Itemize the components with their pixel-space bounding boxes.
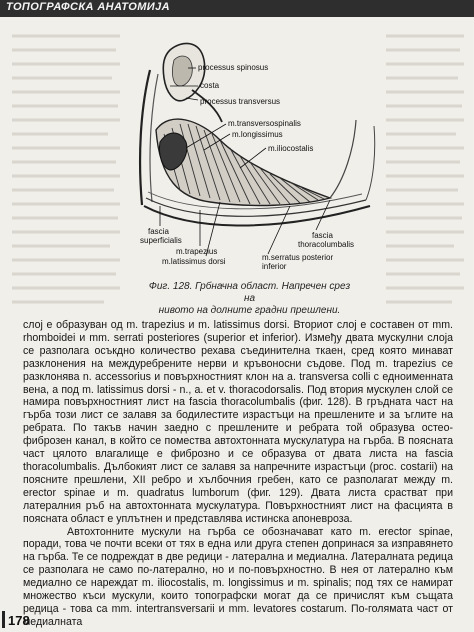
cross-section-illustration: [130, 30, 380, 275]
anatomy-figure: [130, 30, 380, 275]
figure-caption: [142, 281, 357, 317]
page-number: 178: [8, 613, 30, 628]
label-m-trapezius: m.trapezius: [176, 247, 218, 256]
label-costa: costa: [200, 81, 220, 90]
caption-line-1: Фиг. 128. Грбначна област. Напречен срез на: [148, 281, 351, 304]
label-m-serratus-2: inferior: [262, 262, 287, 271]
label-fascia-thoracolumbalis-1: fascia: [312, 231, 333, 240]
label-m-iliocostalis: m.iliocostalis: [268, 144, 314, 153]
rib-left: [140, 70, 150, 205]
lateral-wall-outer: [366, 126, 375, 200]
label-processus-transversus: processus transversus: [200, 97, 281, 106]
caption-line-2: нивото на долните градни прешлени.: [158, 305, 341, 316]
page-edge-mark: [2, 611, 5, 628]
label-m-latissimus-dorsi: m.latissimus dorsi: [162, 257, 226, 266]
label-fascia-thoracolumbalis-2: thoracolumbalis: [298, 240, 355, 249]
label-processus-spinosus: processus spinosus: [198, 63, 269, 72]
label-fascia-superficialis-2: superficialis: [140, 236, 182, 245]
bleed-through-left: [8, 22, 126, 307]
label-m-transversospinalis: m.transversospinalis: [228, 119, 301, 128]
header-bar: [0, 0, 474, 17]
label-m-longissimus: m.longissimus: [232, 130, 283, 139]
lateral-wall: [330, 120, 356, 198]
body-text: [23, 319, 453, 629]
running-header-title: ТОПОГРАФСКА АНАТОМИЈА: [6, 1, 170, 13]
label-m-serratus-1: m.serratus posterior: [262, 253, 334, 262]
paragraph-2: Автохтонните мускули на гърба се обозначават като m. erector spinae, поради, това че почти всеки от тях в една или друга степен допринася за изправянето на гърба. Те се подреждат в две редици - латерална и медиална. Латералната редица се разполага не само по-латерално, но и по-повърхностно. В нея от латерално към медиално се нареждат m. iliocostalis, m. longissimus и m. spinalis; под тях се намират множество къси мускули, които топографски могат да се причислят към същата редица - това са mm. intertransversarii и mm. levatores costarum. По-голямата част от медиалната: [23, 525, 453, 628]
label-fascia-superficialis-1: fascia: [148, 227, 169, 236]
bleed-through-right: [382, 22, 468, 307]
spinous-process-shape: [192, 90, 222, 122]
paragraph-1: слој е образуван од m. trapezius и m. latissimus dorsi. Вториот слој е составен от mm. rhomboidei и mm. serrati posteriores (superior et inferior). Између двата мускулни слоја се разполага осъкдно количество рехава съединителна ткаен, сред която минават разклонения на междуребрените нерви и кръвоносни съдове. Под m. trapezius се разклонява n. accessorius и повърхностният клон на a. transversa colli с едноименната вена, а под m. latissimus dorsi - n., a. et v. thoracodorsalis. Под втория мускулен слой се намира повърхностният лист на fascia thoracolumbalis (фиг. 128). В гръдната част на гърба този лист се залавя за бодилестите израстъци на прешлените и за ъглите на ребрата. По такъв начин заедно с прешлените и ребрата той образува остео-фиброзен канал, в който се помества автохтонната мускулатура на гърба. В поясната част цялото влагалище е фиброзно и се образува от двата листа на fascia thoracolumbalis. Дълбокият лист се залавя за напречните израстъци (proc. costarii) на поясните прешлени, XII ребро и хълбочния гребен, като се разполагат между m. erector spinae и m. quadratus lumborum (фиг. 129). Двата листа срастват при латералния ръб на автохтонната мускулатура. Повърхностният лист на фасцията в поясната област е уплътнен и представлява истинска апоневроза.: [23, 319, 453, 525]
